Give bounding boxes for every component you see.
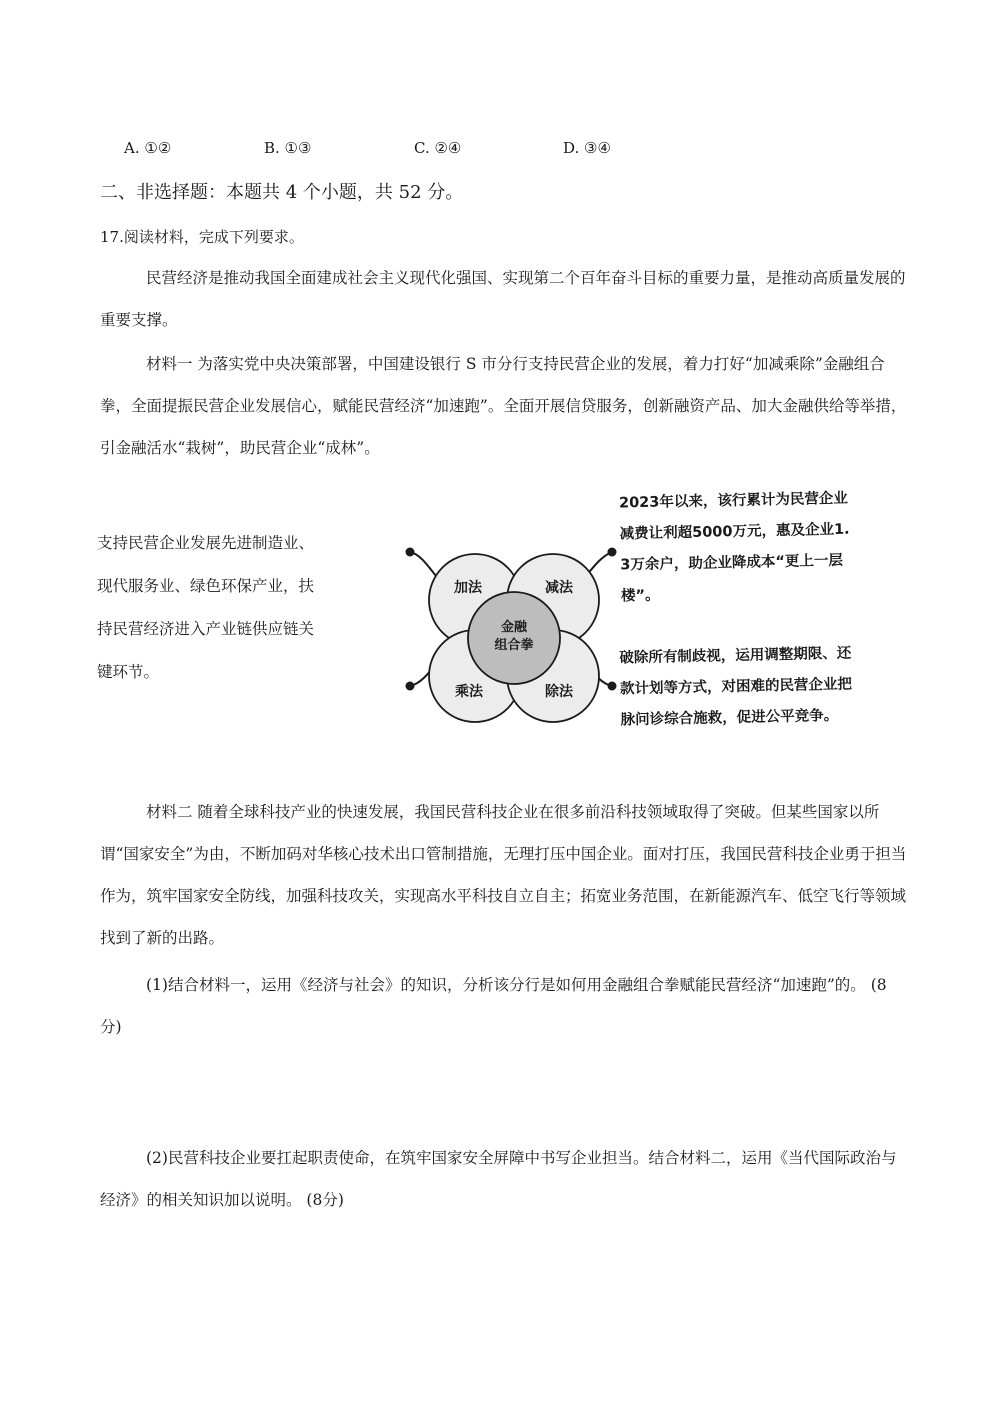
question-number: 17.阅读材料，完成下列要求。 <box>100 228 304 246</box>
option-d: D. ③④ <box>563 139 611 157</box>
callout-bottom-right: 破除所有制歧视，运用调整期限、还款计划等方式，对困难的民营企业把脉问诊综合施救，促进公平竞争。 <box>619 645 853 729</box>
intro-paragraph: 民营经济是推动我国全面建成社会主义现代化强国、实现第二个百年奋斗目标的重要力量，是推动高质量发展的重要支撑。 <box>100 269 906 329</box>
label-multiplication: 乘法 <box>455 684 483 700</box>
label-center-line1: 金融 <box>500 620 528 635</box>
label-addition: 加法 <box>454 580 482 596</box>
material-two-paragraph: 材料二 随着全球科技产业的快速发展，我国民营科技企业在很多前沿科技领域取得了突破。但某些国家以所谓“国家安全”为由，不断加码对华核心技术出口管制措施，无理打压中国企业。面对打压，我国民营科技企业勇于担当作为，筑牢国家安全防线，加强科技攻关，实现高水平科技自立自主；拓宽业务范围，在新能源汽车、低空飞行等领域找到了新的出路。 <box>100 803 907 947</box>
option-b: B. ①③ <box>264 139 312 157</box>
label-division: 除法 <box>545 684 573 700</box>
sub-question-1: (1)结合材料一，运用《经济与社会》的知识，分析该分行是如何用金融组合拳赋能民营经济“加速跑”的。 (8分) <box>100 976 887 1036</box>
section-heading: 二、非选择题：本题共 4 个小题，共 52 分。 <box>100 182 464 203</box>
sub-question-2: (2)民营科技企业要扛起职责使命，在筑牢国家安全屏障中书写企业担当。结合材料二，运用《当代国际政治与经济》的相关知识加以说明。 (8分) <box>100 1149 897 1209</box>
material-one-paragraph: 材料一 为落实党中央决策部署，中国建设银行 S 市分行支持民营企业的发展，着力打好“加减乘除”金融组合拳，全面提振民营企业发展信心，赋能民营经济“加速跑”。全面开展信贷服务，创新融资产品、加大金融供给等举措， 引金融活水“栽树”，助民营企业“成林”。 <box>100 355 907 457</box>
dot-top-right <box>608 548 617 557</box>
dot-bottom-right <box>608 682 617 691</box>
finance-combo-diagram <box>400 540 622 752</box>
dot-bottom-left <box>406 682 415 691</box>
option-c: C. ②④ <box>414 139 462 157</box>
dot-top-left <box>406 548 415 557</box>
label-subtraction: 减法 <box>545 580 573 596</box>
label-center-line2: 组合拳 <box>494 638 534 653</box>
leader-line-top-left <box>410 552 436 576</box>
callout-top-right: 2023年以来，该行累计为民营企业减费让利超5000万元，惠及企业1.3万余户，助企业降成本“更上一层楼”。 <box>618 490 850 605</box>
diagram-left-text: 支持民营企业发展先进制造业、现代服务业、绿色环保产业，扶持民营经济进入产业链供应链关键环节。 <box>97 534 315 681</box>
option-a: A. ①② <box>124 139 172 157</box>
